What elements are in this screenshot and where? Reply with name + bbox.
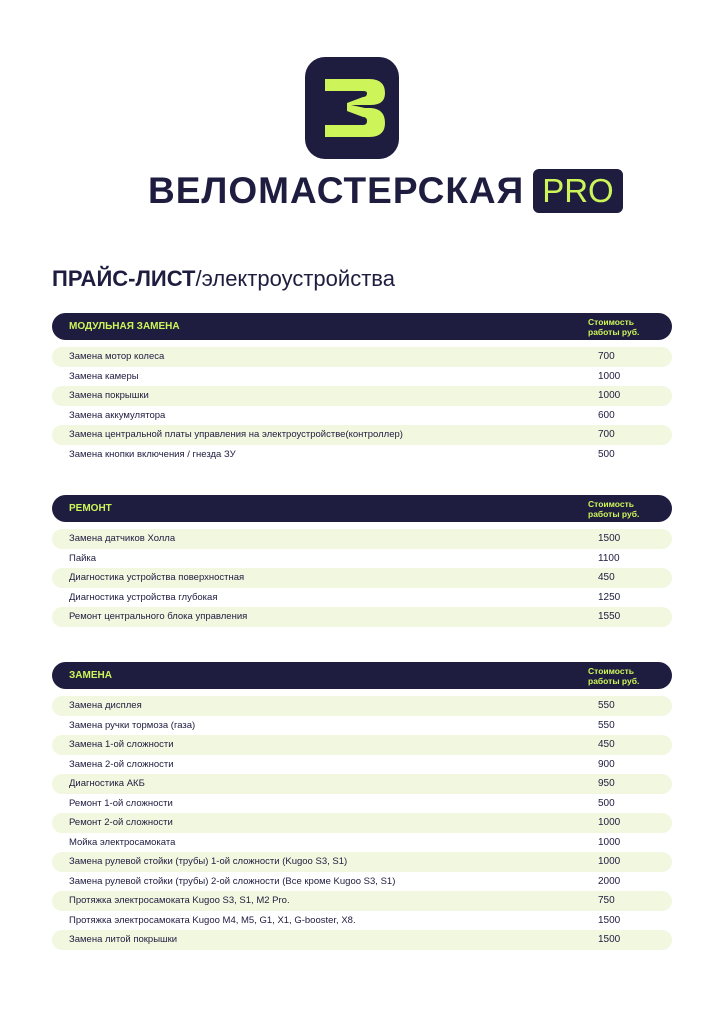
service-name: Замена рулевой стойки (трубы) 1-ой сложности (Kugoo S3, S1) [69,856,348,867]
service-price: 1000 [598,390,621,401]
price-row [52,529,672,549]
service-name: Замена 2-ой сложности [69,758,174,770]
price-row [52,549,672,569]
service-name: Замена аккумулятора [69,409,166,421]
service-price: 1250 [598,591,621,603]
service-price: 1000 [598,836,621,848]
price-row [52,930,672,950]
price-row [52,367,672,387]
price-row [52,588,672,608]
price-row [52,852,672,872]
service-name: Протяжка электросамоката Kugoo S3, S1, M2 Pro. [69,895,290,906]
service-price: 2000 [598,875,621,887]
price-column-header: Стоимость работы руб. [588,665,640,686]
price-row [52,911,672,931]
section-title: РЕМОНТ [69,503,112,514]
price-row [52,425,672,445]
price-list [52,529,672,627]
service-name: Замена рулевой стойки (трубы) 2-ой сложности (Все кроме Kugoo S3, S1) [69,875,396,887]
service-price: 500 [598,797,615,809]
service-price: 600 [598,409,615,421]
service-name: Замена датчиков Холла [69,533,176,544]
price-row [52,406,672,426]
service-price: 450 [598,739,615,750]
service-price: 900 [598,758,615,770]
price-row [52,794,672,814]
section-repair [52,495,672,627]
section-header [52,662,672,689]
service-name: Ремонт центрального блока управления [69,611,248,622]
price-column-header: Стоимость работы руб. [588,498,640,519]
brand-name: ВЕЛОМАСТЕРСКАЯ [148,170,525,211]
service-price: 1500 [598,934,621,945]
service-name: Замена мотор колеса [69,351,165,362]
price-row [52,696,672,716]
service-price: 550 [598,719,615,731]
service-price: 1000 [598,817,621,828]
service-price: 1100 [598,552,620,564]
service-name: Ремонт 2-ой сложности [69,817,173,828]
price-list [52,696,672,950]
price-row [52,347,672,367]
section-header [52,495,672,522]
service-price: 1500 [598,533,621,544]
service-name: Мойка электросамоката [69,836,176,848]
service-name: Протяжка электросамоката Kugoo M4, M5, G1, X1, G-booster, X8. [69,914,356,926]
price-row [52,872,672,892]
section-title: ЗАМЕНА [69,670,112,681]
section-header [52,313,672,340]
service-price: 950 [598,778,615,789]
section-title: МОДУЛЬНАЯ ЗАМЕНА [69,321,180,332]
service-name: Замена покрышки [69,390,149,401]
brand-wordmark [148,168,623,214]
brand-pro-badge: PRO [533,169,623,213]
price-row [52,833,672,853]
service-price: 700 [598,351,615,362]
service-name: Замена литой покрышки [69,934,178,945]
service-name: Замена камеры [69,370,139,382]
service-name: Диагностика устройства поверхностная [69,572,245,583]
price-row [52,774,672,794]
price-row [52,813,672,833]
service-price: 750 [598,895,615,906]
service-price: 700 [598,429,615,440]
service-name: Диагностика АКБ [69,778,145,789]
service-price: 1550 [598,611,621,622]
price-column-header: Стоимость работы руб. [588,316,640,337]
price-row [52,568,672,588]
service-name: Диагностика устройства глубокая [69,591,218,603]
service-name: Замена 1-ой сложности [69,739,174,750]
service-price: 1000 [598,370,621,382]
price-row [52,386,672,406]
service-name: Замена дисплея [69,700,142,711]
service-price: 1500 [598,914,621,926]
service-name: Замена кнопки включения / гнезда ЗУ [69,448,236,460]
service-price: 500 [598,448,615,460]
price-row [52,735,672,755]
service-price: 1000 [598,856,621,867]
logo-icon [305,57,399,159]
service-name: Пайка [69,552,97,564]
price-row [52,755,672,775]
section-replacement [52,662,672,950]
price-row [52,607,672,627]
service-name: Ремонт 1-ой сложности [69,797,173,809]
service-name: Замена центральной платы управления на электроустройстве(контроллер) [69,429,403,440]
page-title-sub: /электроустройства [195,266,395,291]
page-title [52,266,395,292]
price-row [52,445,672,465]
page-title-main: ПРАЙС-ЛИСТ [52,266,196,291]
section-modular-replacement [52,313,672,464]
price-row [52,716,672,736]
service-price: 450 [598,572,615,583]
price-row [52,891,672,911]
service-name: Замена ручки тормоза (газа) [69,719,196,731]
service-price: 550 [598,700,615,711]
price-list [52,347,672,464]
